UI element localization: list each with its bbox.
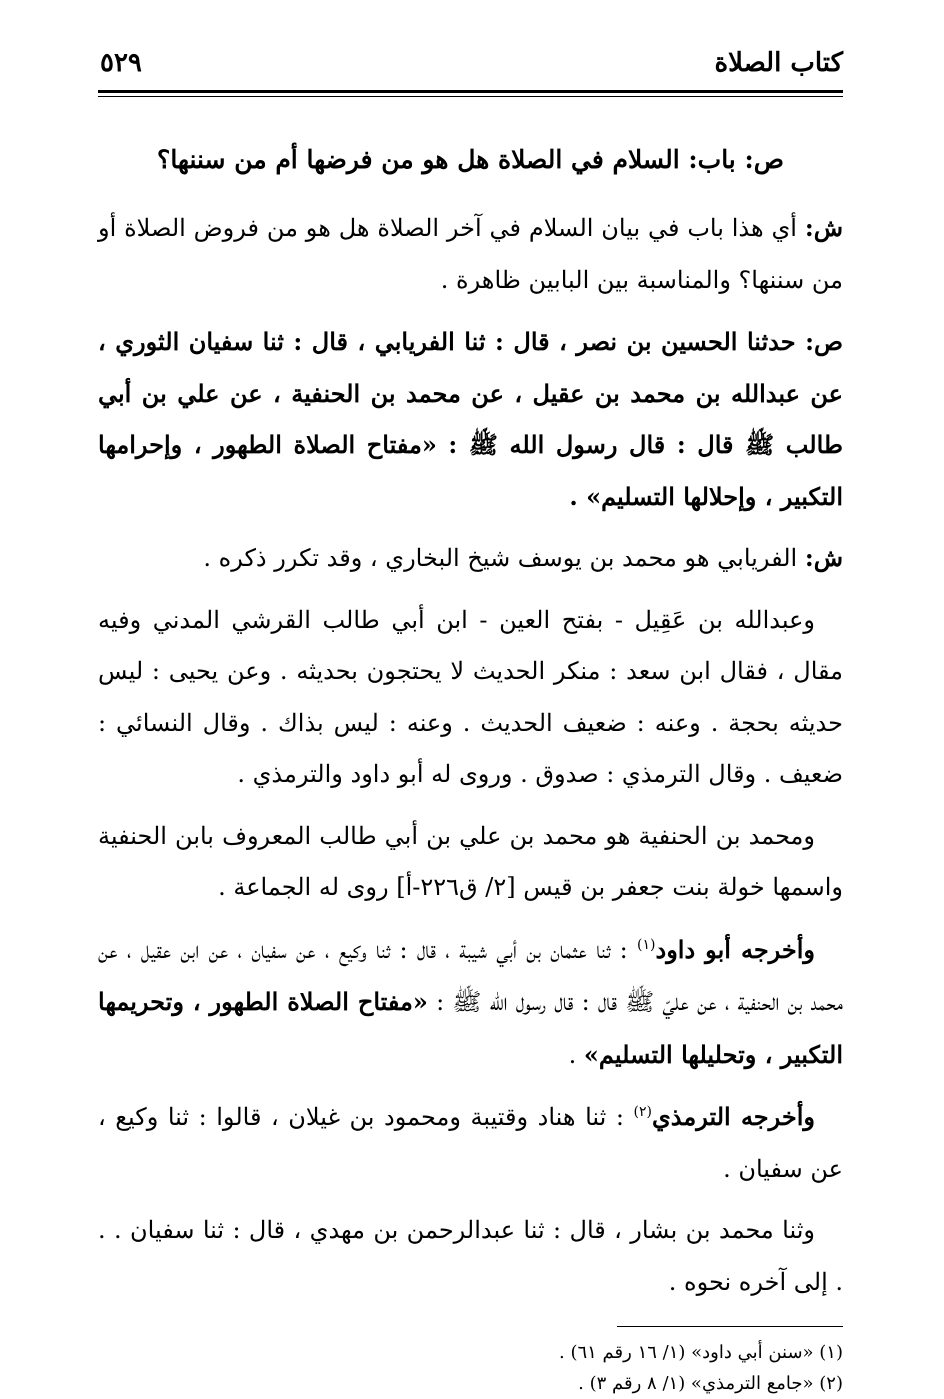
page-number: ٥٢٩ (100, 48, 142, 78)
commentary-label: ش: (804, 543, 843, 572)
paragraph-text: أي هذا باب في بيان السلام في آخر الصلاة هل هو من فروض الصلاة أو من سننها؟ والمناسبة بين البابين ظاهرة . (98, 214, 843, 294)
takhrij-paragraph-3: وثنا محمد بن بشار ، قال : ثنا عبدالرحمن بن مهدي ، قال : ثنا سفيان . . . إلى آخره نحوه . (98, 1216, 843, 1296)
footnote-separator (617, 1326, 843, 1327)
header-rule-thin (98, 96, 843, 97)
commentary-label: ش: (804, 213, 843, 242)
header-rule-thick (98, 90, 843, 93)
commentary-paragraph-2 (98, 532, 843, 585)
footnote-marker: (٢) (633, 1104, 652, 1120)
hadith-text-paragraph (98, 316, 843, 522)
chapter-heading: ص: باب: السلام في الصلاة هل هو من فرضها أم من سننها؟ (157, 145, 784, 174)
takhrij-paragraph-1 (98, 924, 843, 1082)
footnote-2: (٢) «جامع الترمذي» (١/ ٨ رقم ٣) . (578, 1373, 843, 1394)
takhrij-lead: وأخرجه الترمذي (651, 1102, 815, 1131)
takhrij-lead: وأخرجه أبو داود (655, 934, 815, 964)
paragraph-text: : ثنا هناد وقتيبة ومحمود بن غيلان ، قالوا : ثنا وكيع ، عن سفيان . (98, 1103, 843, 1183)
narrator-note-paragraph: وعبدالله بن عَقِيل - بفتح العين - ابن أبي طالب القرشي المدني وفيه مقال ، فقال ابن سعد : منكر الحديث لا يحتجون بحديثه . وعن يحيى : ليس حديثه بحجة . وعنه : ضعيف الحديث . وعنه : ليس بذاك . وقال النسائي : ضعيف . وقال الترمذي : صدوق . وروى له أبو داود والترمذي . (98, 605, 843, 788)
paragraph-text: : ثنا عثمان بن أبي شيبة ، قال : ثنا وكيع ، عن سفيان ، عن ابن عقيل ، عن محمد بن الحنفية ، عن عليّ ﷺ قال : قال رسول الله ﷺ : (98, 935, 843, 1016)
narrator-note-paragraph: ومحمد بن الحنفية هو محمد بن علي بن أبي طالب المعروف بابن الحنفية واسمها خولة بنت جعفر بن قيس [٢/ ق٢٢٦-أ] روى له الجماعة . (98, 821, 843, 901)
paragraph-text: حدثنا الحسين بن نصر ، قال : ثنا الفريابي ، قال : ثنا سفيان الثوري ، عن عبدالله بن محمد بن عقيل ، عن محمد بن الحنفية ، عن علي بن أبي طالب ﷺ قال : قال رسول الله ﷺ : «مفتاح الصلاة الطهور ، وإحرامها التكبير ، وإحلالها التسليم» . (98, 327, 843, 511)
footnote-1: (١) «سنن أبي داود» (١/ ١٦ رقم ٦١) . (559, 1342, 843, 1363)
takhrij-paragraph-2 (98, 1091, 843, 1195)
paragraph-text: الفريابي هو محمد بن يوسف شيخ البخاري ، وقد تكرر ذكره . (203, 544, 805, 572)
book-title: كتاب الصلاة (714, 48, 843, 78)
footnote-marker: (١) (637, 936, 656, 953)
book-page (98, 40, 843, 1399)
paragraph-tail: . (568, 1040, 584, 1069)
commentary-paragraph-1 (98, 202, 843, 306)
running-header (98, 40, 843, 84)
hadith-quote: «مفتاح الصلاة الطهور ، وتحريمها التكبير ، وتحليلها التسليم» (98, 987, 843, 1069)
text-label: ص: (805, 327, 843, 356)
